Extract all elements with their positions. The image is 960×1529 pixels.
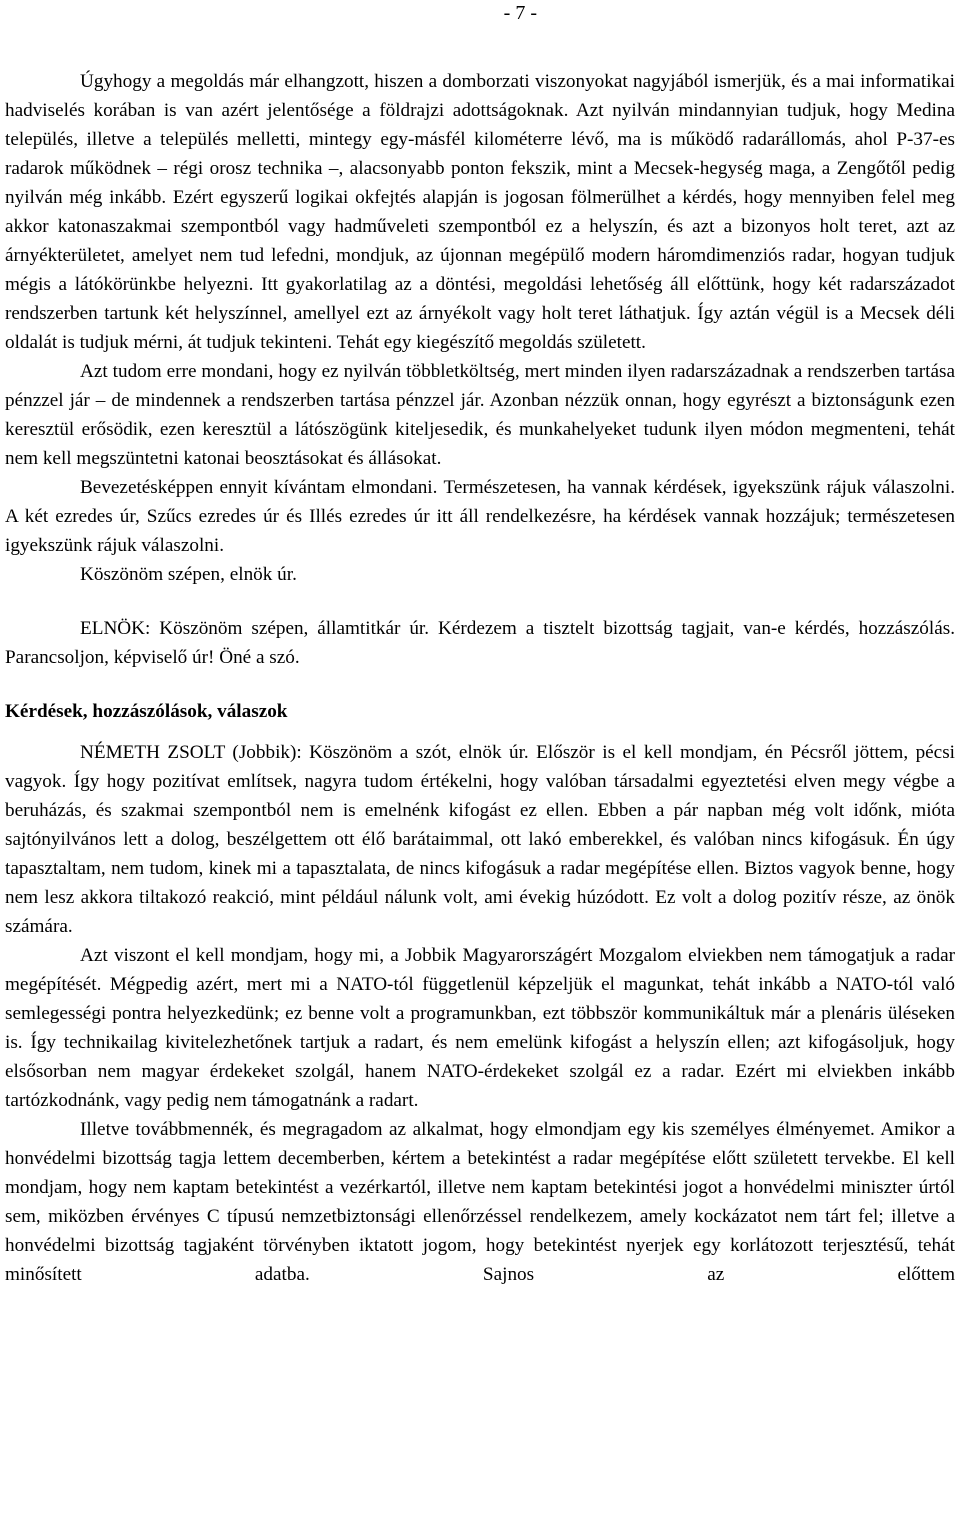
document-body [5, 67, 955, 1289]
section-heading: Kérdések, hozzászólások, válaszok [5, 701, 288, 722]
paragraph: Azt tudom erre mondani, hogy ez nyilván többletköltség, mert minden ilyen radarszázadnak a rendszerben tartása pénzzel jár – de mindennek a rendszerben tartása pénzzel jár. Azonban nézzük onnan, hogy egyrészt a biztonságunk ezen keresztül erősödik, ezen keresztül a látószögünk kiteljesedik, és munkahelyeket tudunk ilyen módon megmenteni, tehát nem kell megszüntetni katonai beosztásokat és állásokat. [5, 361, 955, 469]
paragraph: Azt viszont el kell mondjam, hogy mi, a Jobbik Magyarországért Mozgalom elviekben nem támogatjuk a radar megépítését. Mégpedig azért, mert mi a NATO-tól függetlenül képzeljük el magunkat, tehát inkább a NATO-tól való semlegességi pontra helyezkedünk; ez benne volt a programunkban, ezt többször kommunikáltuk már a plenáris üléseken is. Így technikailag kivitelezhetőnek tartjuk a radart, és nem emelünk kifogást a helyszín ellen; azt kifogásoljuk, hogy elsősorban nem magyar érdekeket szolgál, hanem NATO-érdekeket szolgál ez a radar. Ezért mi elviekben inkább tartózkodnánk, vagy pedig nem támogatnánk a radart. [5, 945, 955, 1111]
paragraph: Úgyhogy a megoldás már elhangzott, hiszen a domborzati viszonyokat nagyjából ismerjük, és a mai informatikai hadviselés korában is van azért jelentősége a földrajzi adottságoknak. Azt nyilván mindannyian tudjuk, hogy Medina település, illetve a település melletti, mintegy egy-másfél kilométerre lévő, ma is működő radarállomás, ahol P-37-es radarok működnek – régi orosz technika –, alacsonyabb ponton fekszik, mint a Mecsek-hegység maga, a Zengőtől pedig nyilván még inkább. Ezért egyszerű logikai okfejtés alapján is jogosan fölmerülhet a kérdés, hogy mennyiben felel meg akkor katonaszakmai szempontból vagy hadműveleti szempontból ez a helyszín, és azt a bizonyos holt teret, azt az árnyékterületet, amelyet nem tud lefedni, mondjuk, az újonnan megépülő modern háromdimenziós radar, hogyan tudjuk mégis a látókörünkbe helyezni. Itt gyakorlatilag az a döntési, megoldási lehetőség áll előttünk, hogy két radarszázadot rendszerben tartunk két helyszínnel, amellyel ezt az árnyékolt vagy holt teret láthatjuk. Így aztán végül is a Mecsek déli oldalát is tudjuk mérni, át tudjuk tekinteni. Tehát egy kiegészítő megoldás született. [5, 71, 955, 353]
chair-paragraph: ELNÖK: Köszönöm szépen, államtitkár úr. Kérdezem a tisztelt bizottság tagjait, van-e kérdés, hozzászólás. Parancsoljon, képviselő úr! Öné a szó. [5, 618, 955, 668]
paragraph: Bevezetésképpen ennyit kívántam elmondani. Természetesen, ha vannak kérdések, igyekszünk rájuk válaszolni. A két ezredes úr, Szűcs ezredes úr és Illés ezredes úr itt áll rendelkezésre, ha kérdések vannak hozzájuk; természetesen igyekszünk rájuk válaszolni. [5, 477, 955, 556]
paragraph: Köszönöm szépen, elnök úr. [80, 564, 297, 585]
paragraph: Illetve továbbmennék, és megragadom az alkalmat, hogy elmondjam egy kis személyes élményemet. Amikor a honvédelmi bizottság tagja lettem decemberben, kértem a betekintést a radar megépítése előtt született tervekbe. El kell mondjam, hogy nem kaptam betekintést a vezérkartól, illetve nem kaptam betekintési jogot a honvédelmi miniszter úrtól sem, miközben érvényes C típusú nemzetbiztonsági ellenőrzéssel rendelkezem, amely kockázatot nem tárt fel; illetve a honvédelmi bizottság tagjaként törvényben iktatott jogom, hogy betekintést nyerjek egy korlátozott terjesztésű, tehát minősített adatba. Sajnos az előttem [5, 1119, 955, 1285]
page-number: - 7 - [503, 2, 537, 24]
paragraph: NÉMETH ZSOLT (Jobbik): Köszönöm a szót, elnök úr. Először is el kell mondjam, én Pécsről jöttem, pécsi vagyok. Így hogy pozitívat említsek, nagyra tudom értékelni, hogy valóban társadalmi egyeztetési elven megy végbe a beruházás, és szakmai szempontból nem is emelnénk kifogást ez ellen. Ebben a pár napban még volt időnk, mióta sajtónyilvános lett a dolog, beszélgettem ott élő barátaimmal, ott lakó emberekkel, és valóban nincs kifogásuk. Én úgy tapasztaltam, nem tudom, kinek mi a tapasztalata, de nincs kifogásuk a radar megépítése ellen. Biztos vagyok benne, hogy nem lesz akkora tiltakozó reakció, mint például nálunk volt, ami évekig húzódott. Ez volt a dolog pozitív része, az önök számára. [5, 742, 955, 937]
